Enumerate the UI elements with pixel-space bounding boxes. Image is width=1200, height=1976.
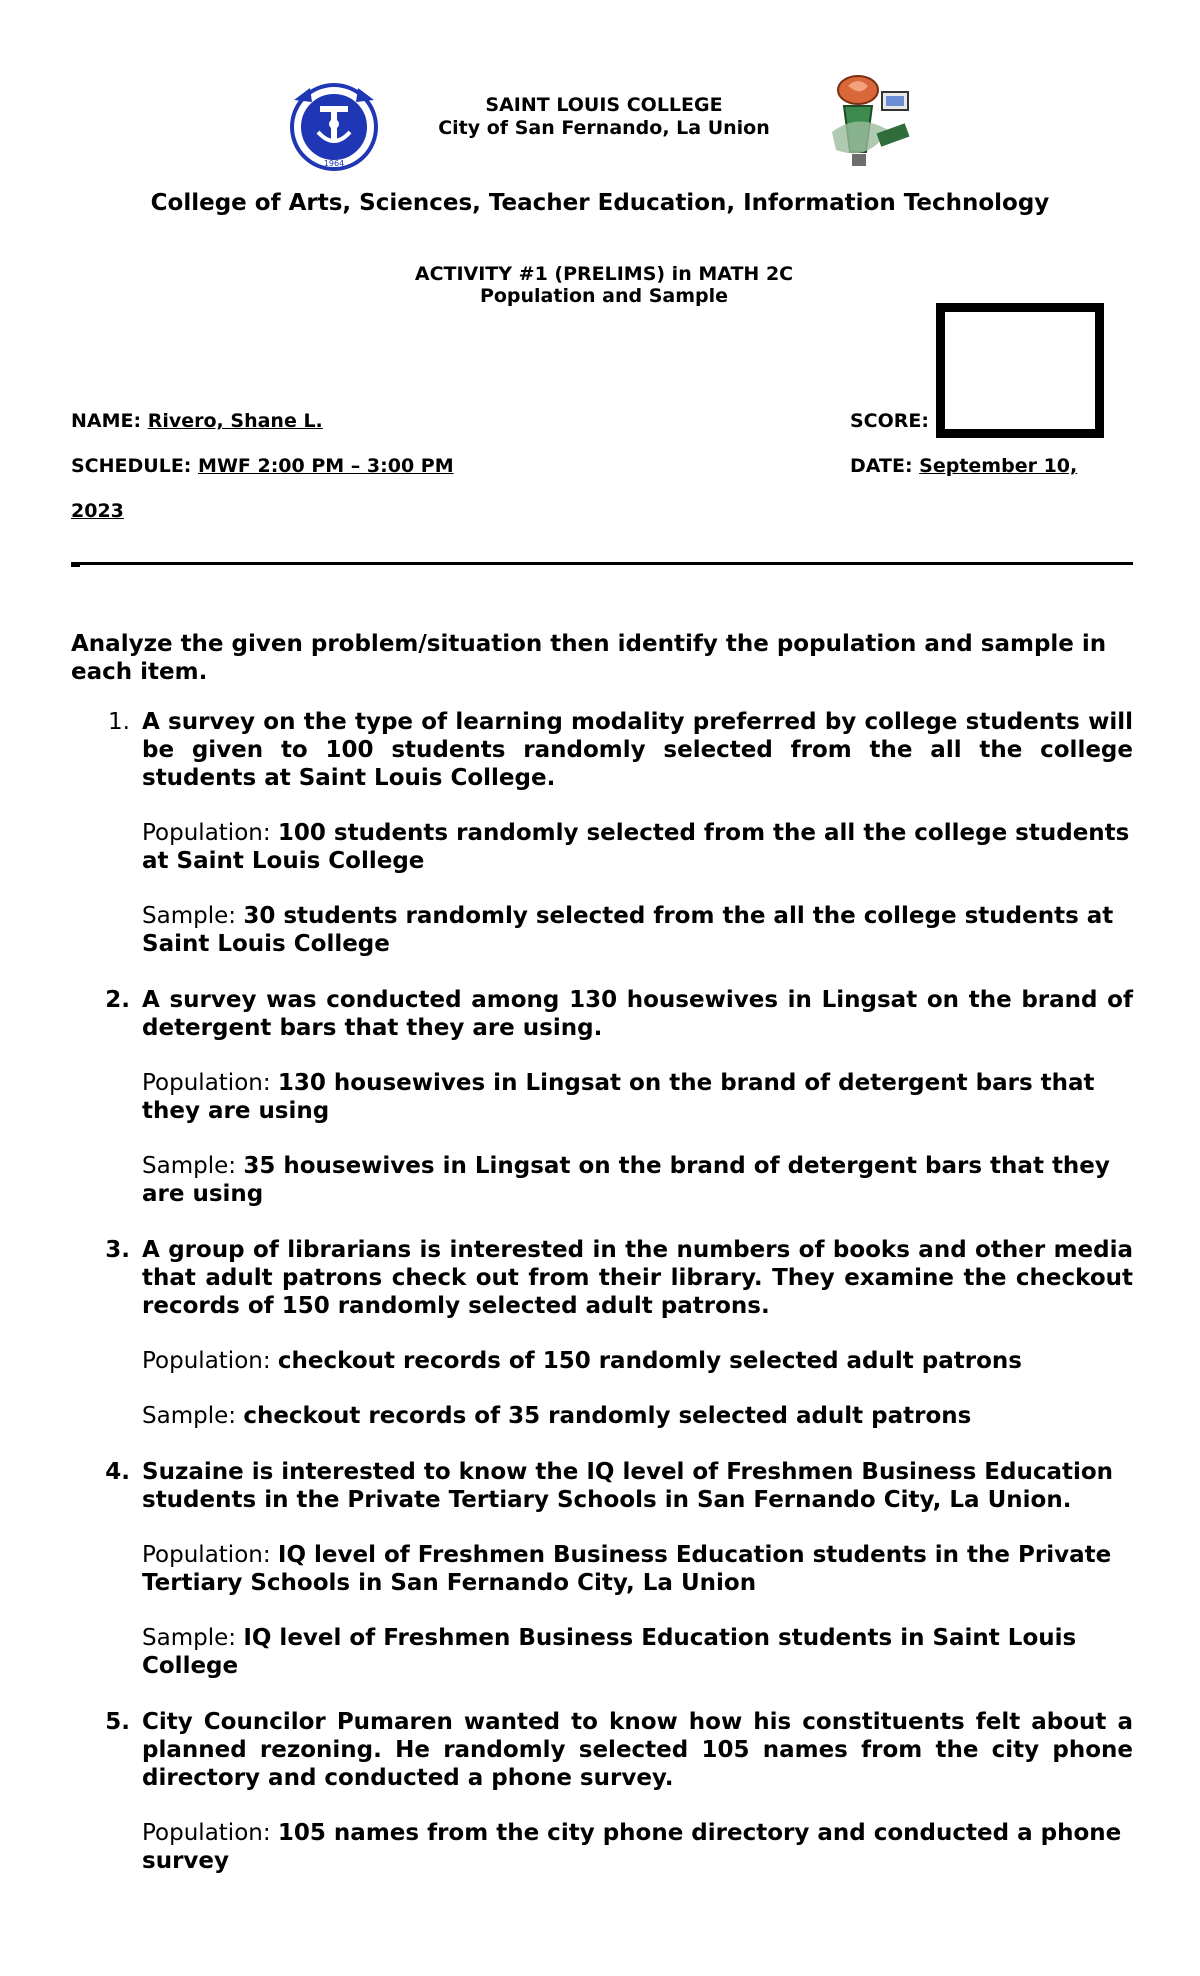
- population-text: checkout records of 150 randomly selected adult patrons: [277, 1348, 1022, 1374]
- question-body: [142, 986, 1133, 1208]
- activity-title: ACTIVITY #1 (PRELIMS) in MATH 2C: [414, 263, 794, 285]
- college-title: College of Arts, Sciences, Teacher Education, Information Technology: [150, 190, 1050, 216]
- population-text: 105 names from the city phone directory and conducted a phone survey: [142, 1820, 1122, 1874]
- question-text: A survey on the type of learning modality preferred by college students will be given to 100 students randomly selected from the all the college students at Saint Louis College.: [142, 709, 1133, 791]
- school-name: SAINT LOUIS COLLEGE: [485, 94, 723, 116]
- seal-year-text: 1964: [323, 159, 345, 168]
- date-year-value: 2023: [71, 500, 124, 522]
- school-location: City of San Fernando, La Union: [438, 117, 770, 139]
- question-text: A survey was conducted among 130 housewives in Lingsat on the brand of detergent bars that they are using.: [142, 987, 1133, 1041]
- instructions: Analyze the given problem/situation then identify the population and sample in each item.: [71, 631, 1107, 685]
- question-item: [71, 1236, 1133, 1430]
- sample-label: Sample:: [142, 903, 236, 929]
- name-value: Rivero, Shane L.: [147, 410, 323, 432]
- score-field: [850, 410, 929, 432]
- population-label: Population:: [142, 1348, 271, 1374]
- divider-tick: [71, 565, 80, 567]
- schedule-label: SCHEDULE:: [71, 455, 192, 477]
- question-body: [142, 1236, 1133, 1430]
- question-number: 2.: [105, 987, 130, 1013]
- population-label: Population:: [142, 1070, 271, 1096]
- sample-label: Sample:: [142, 1403, 236, 1429]
- question-item: [71, 1458, 1133, 1680]
- name-field: [71, 410, 323, 432]
- school-header: [300, 94, 908, 140]
- question-number: 3.: [105, 1237, 130, 1263]
- question-body: [142, 708, 1133, 958]
- population-text: 100 students randomly selected from the all the college students at Saint Louis College: [142, 820, 1130, 874]
- date-year: [71, 500, 124, 522]
- question-item: [71, 708, 1133, 958]
- date-label: DATE:: [850, 455, 913, 477]
- question-text: City Councilor Pumaren wanted to know how his constituents felt about a planned rezoning. He randomly selected 105 names from the city phone directory and conducted a phone survey.: [142, 1709, 1133, 1791]
- name-label: NAME:: [71, 410, 142, 432]
- population-label: Population:: [142, 1820, 271, 1846]
- question-number: 4.: [105, 1459, 130, 1485]
- population-answer: [142, 1541, 1133, 1597]
- schedule-field: [71, 455, 454, 477]
- population-text: 130 housewives in Lingsat on the brand of detergent bars that they are using: [142, 1070, 1095, 1124]
- sample-text: checkout records of 35 randomly selected adult patrons: [243, 1403, 972, 1429]
- population-label: Population:: [142, 1542, 271, 1568]
- sample-answer: [142, 902, 1133, 958]
- question-list: [71, 708, 1133, 1903]
- question-item: [71, 986, 1133, 1208]
- question-item: [71, 1708, 1133, 1875]
- population-answer: [142, 1347, 1133, 1375]
- sample-answer: [142, 1624, 1133, 1680]
- question-number: 5.: [105, 1709, 130, 1735]
- question-text: Suzaine is interested to know the IQ level of Freshmen Business Education students in the Private Tertiary Schools in San Fernando City, La Union.: [142, 1459, 1114, 1513]
- population-answer: [142, 1069, 1133, 1125]
- date-field: [850, 455, 1077, 477]
- sample-text: 30 students randomly selected from the all the college students at Saint Louis College: [142, 903, 1114, 957]
- header-divider: [71, 562, 1133, 565]
- sample-text: IQ level of Freshmen Business Education students in Saint Louis College: [142, 1625, 1077, 1679]
- population-text: IQ level of Freshmen Business Education students in the Private Tertiary Schools in San Fernando City, La Union: [142, 1542, 1112, 1596]
- question-body: [142, 1708, 1133, 1875]
- score-label: SCORE:: [850, 410, 929, 432]
- question-body: [142, 1458, 1133, 1680]
- sample-text: 35 housewives in Lingsat on the brand of detergent bars that they are using: [142, 1153, 1110, 1207]
- date-value: September 10,: [919, 455, 1078, 477]
- activity-subtitle: Population and Sample: [479, 285, 729, 307]
- sample-label: Sample:: [142, 1625, 236, 1651]
- sample-answer: [142, 1152, 1133, 1208]
- sample-label: Sample:: [142, 1153, 236, 1179]
- score-box: [936, 303, 1104, 438]
- population-label: Population:: [142, 820, 271, 846]
- schedule-value: MWF 2:00 PM – 3:00 PM: [198, 455, 454, 477]
- question-text: A group of librarians is interested in the numbers of books and other media that adult patrons check out from their library. They examine the checkout records of 150 randomly selected adult patrons.: [142, 1237, 1133, 1319]
- sample-answer: [142, 1402, 1133, 1430]
- activity-heading: [300, 263, 908, 307]
- population-answer: [142, 1819, 1133, 1875]
- population-answer: [142, 819, 1133, 875]
- question-number: 1.: [108, 709, 130, 735]
